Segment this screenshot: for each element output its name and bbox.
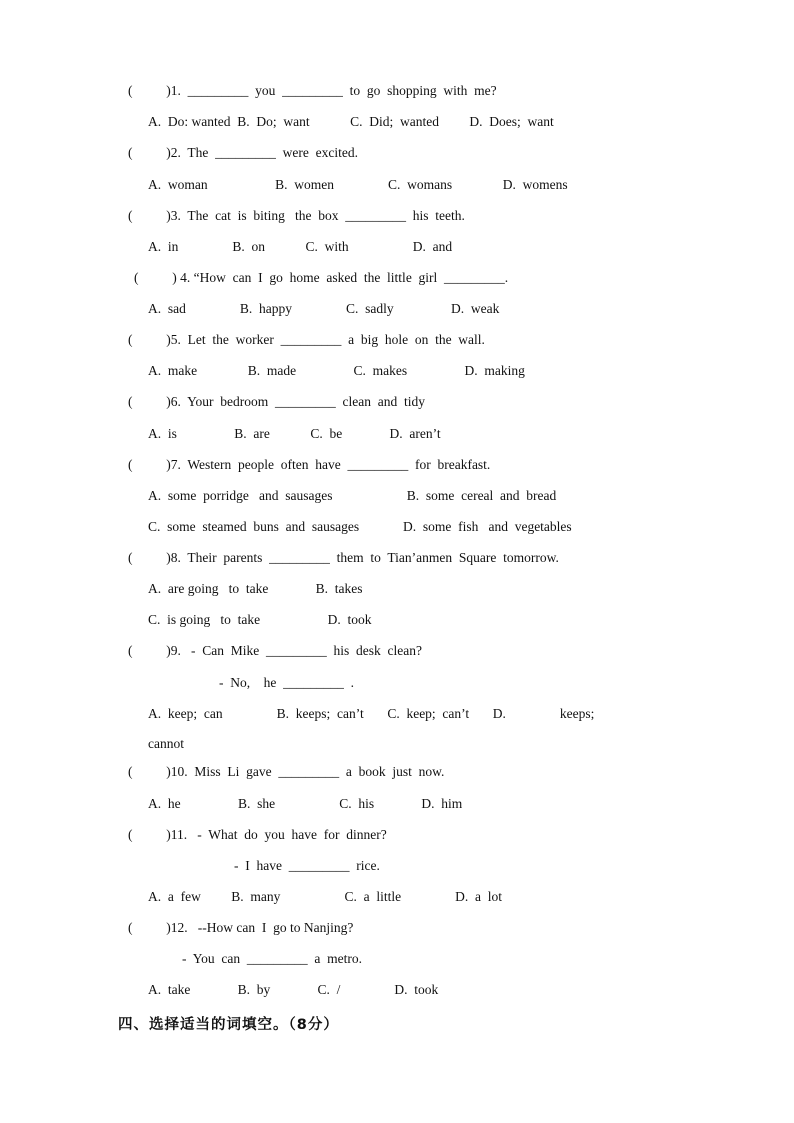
- question-options: A. he B. she C. his D. him: [148, 796, 463, 811]
- question-options: A. is B. are C. be D. aren’t: [148, 426, 441, 441]
- question-sub-line: - You can _________ a metro.: [182, 951, 362, 966]
- question-options: A. sad B. happy C. sadly D. weak: [148, 301, 500, 316]
- question-stem: ( )5. Let the worker _________ a big hole on the wall.: [128, 332, 485, 347]
- question-stem: ( )11. - What do you have for dinner?: [128, 827, 387, 842]
- question-stem: ( )6. Your bedroom _________ clean and tidy: [128, 394, 425, 409]
- question-stem: ( )2. The _________ were excited.: [128, 145, 358, 160]
- question-options: A. keep; can B. keeps; can’t C. keep; can’t D. keeps;: [148, 706, 595, 721]
- question-options: A. make B. made C. makes D. making: [148, 363, 525, 378]
- question-options: A. take B. by C. / D. took: [148, 982, 439, 997]
- question-sub-line: - I have _________ rice.: [234, 858, 380, 873]
- question-options: A. woman B. women C. womans D. womens: [148, 177, 568, 192]
- question-options: A. Do: wanted B. Do; want C. Did; wanted D. Does; want: [148, 114, 554, 129]
- question-options: A. are going to take B. takes: [148, 581, 363, 596]
- question-options: A. in B. on C. with D. and: [148, 239, 453, 254]
- question-stem: ( )1. _________ you _________ to go shopping with me?: [128, 83, 497, 98]
- question-stem: ( )3. The cat is biting the box _________ his teeth.: [128, 208, 465, 223]
- question-stem: ( )9. - Can Mike _________ his desk clean?: [128, 643, 422, 658]
- question-stem: ( )8. Their parents _________ them to Tian’anmen Square tomorrow.: [128, 550, 559, 565]
- question-options: C. is going to take D. took: [148, 612, 372, 627]
- question-stem: ( )12. --How can I go to Nanjing?: [128, 920, 354, 935]
- question-options: A. a few B. many C. a little D. a lot: [148, 889, 502, 904]
- question-sub-line: - No, he _________ .: [219, 675, 354, 690]
- question-options: A. some porridge and sausages B. some cereal and bread: [148, 488, 557, 503]
- question-stem: ( )10. Miss Li gave _________ a book just now.: [128, 764, 445, 779]
- section-heading: 四、选择适当的词填空。（8分）: [118, 1017, 339, 1033]
- question-stem: ( )7. Western people often have _________ for breakfast.: [128, 457, 491, 472]
- question-options: C. some steamed buns and sausages D. some fish and vegetables: [148, 519, 572, 534]
- question-options: cannot: [148, 736, 184, 751]
- question-stem: ( ) 4. “How can I go home asked the little girl _________.: [134, 270, 509, 285]
